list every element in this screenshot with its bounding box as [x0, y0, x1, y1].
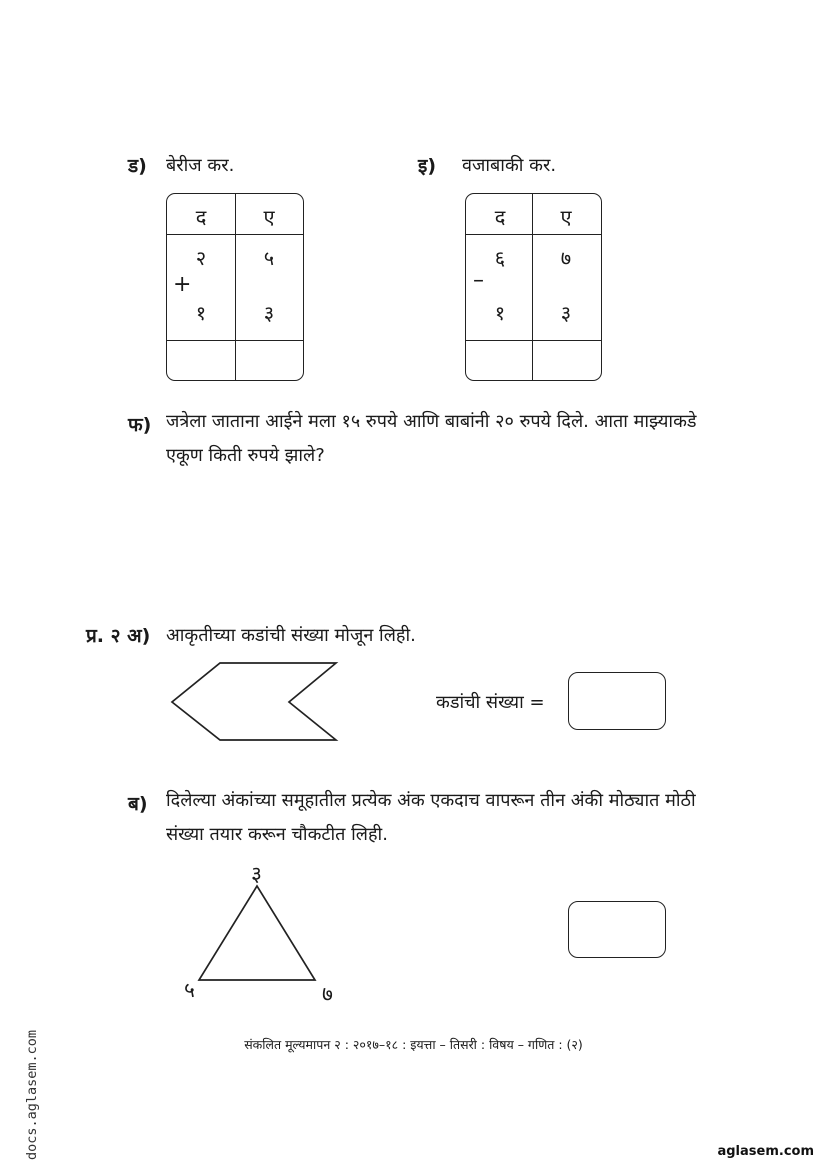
instruction-addition: बेरीज कर. [166, 155, 235, 176]
digit-right: ७ [322, 982, 333, 1006]
digit-units-1: ७ [560, 246, 572, 270]
corner-watermark: aglasem.com [717, 1144, 814, 1159]
number-answer-box[interactable] [568, 901, 666, 958]
header-tens: द [494, 205, 506, 229]
plus-sign: + [173, 272, 192, 297]
side-watermark: docs.aglasem.com [24, 1029, 40, 1160]
header-tens: द [195, 205, 207, 229]
instruction-line-1: दिलेल्या अंकांच्या समूहातील प्रत्येक अंक एकदाच वापरून तीन अंकी मोठ्यात मोठी [166, 790, 696, 811]
word-problem-line-2: एकूण किती रुपये झाले? [166, 445, 325, 466]
word-problem-line-1: जत्रेला जाताना आईने मला १५ रुपये आणि बाबांनी २० रुपये दिले. आता माझ्याकडे [166, 411, 697, 432]
instruction-count-sides: आकृतीच्या कडांची संख्या मोजून लिही. [166, 625, 416, 646]
answer-cell-tens[interactable] [467, 341, 531, 379]
sides-answer-box[interactable] [568, 672, 666, 730]
digit-tens-2: १ [195, 301, 207, 325]
digit-left: ५ [184, 978, 195, 1002]
question-label-d: ड) [128, 155, 147, 177]
digit-top: ३ [251, 862, 262, 886]
minus-sign: – [473, 268, 484, 293]
answer-cell-tens[interactable] [168, 341, 234, 379]
word-problem [166, 405, 766, 473]
header-units: ए [560, 205, 572, 229]
triangle-figure [195, 882, 319, 984]
answer-cell-units[interactable] [237, 341, 303, 379]
question-label-2b: ब) [128, 793, 148, 815]
instruction-subtraction: वजाबाकी कर. [462, 155, 557, 176]
header-units: ए [263, 205, 275, 229]
arrow-shape-figure [168, 658, 340, 746]
question-label-2a: प्र. २ अ) [86, 625, 151, 647]
question-label-f: फ) [128, 414, 152, 436]
digit-units-2: ३ [560, 301, 572, 325]
digit-units-1: ५ [263, 246, 275, 270]
digit-tens-2: १ [494, 301, 506, 325]
digit-tens-1: ६ [494, 246, 506, 270]
question-label-e: इ) [418, 155, 437, 177]
sides-count-label: कडांची संख्या = [436, 692, 545, 713]
instruction-largest-number [166, 784, 766, 852]
digit-units-2: ३ [263, 301, 275, 325]
digit-tens-1: २ [195, 246, 207, 270]
instruction-line-2: संख्या तयार करून चौकटीत लिही. [166, 824, 388, 845]
answer-cell-units[interactable] [533, 341, 600, 379]
page-footer: संकलित मूल्यमापन २ : २०१७–१८ : इयत्ता – तिसरी : विषय – गणित : (२) [244, 1037, 583, 1052]
